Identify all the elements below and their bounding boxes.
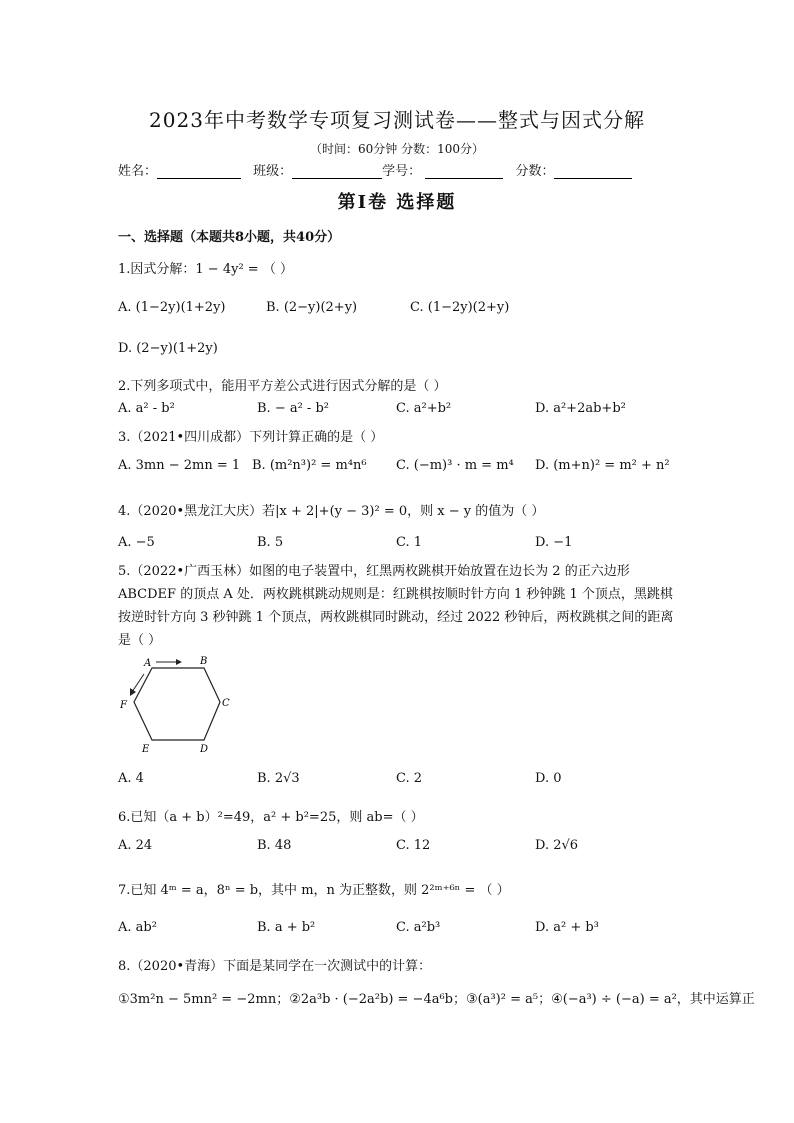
question-4-stem: 4.（2020•黑龙江大庆）若|x + 2|+(y − 3)² = 0，则 x − y 的值为（ ） (118, 504, 545, 519)
q6-option-d: D. 2√6 (535, 838, 579, 853)
q2-option-c: C. a²+b² (396, 401, 452, 416)
q7-option-b: B. a + b² (257, 920, 316, 935)
question-7-stem: 7.已知 4ᵐ = a，8ⁿ = b，其中 m，n 为正整数，则 2²ᵐ⁺⁶ⁿ = （ ） (118, 883, 510, 898)
section-heading: 第Ⅰ卷 选择题 (337, 192, 457, 213)
page-title: 2023年中考数学专项复习测试卷——整式与因式分解 (149, 108, 645, 132)
name-label: 姓名： (118, 164, 158, 179)
q5-option-a: A. 4 (118, 771, 144, 786)
q4-option-c: C. 1 (396, 535, 423, 550)
q7-option-a: A. ab² (118, 920, 157, 935)
q5-option-c: C. 2 (396, 771, 423, 786)
counterclockwise-arrow-shaft (132, 674, 144, 692)
student-info-row (118, 160, 678, 179)
q6-option-b: B. 48 (257, 838, 292, 853)
name-blank (157, 164, 241, 179)
q4-option-b: B. 5 (257, 535, 284, 550)
part-heading: 一、选择题（本题共8小题，共40分） (118, 230, 341, 245)
q3-option-d: D. (m+n)² = m² + n² (535, 458, 670, 473)
q4-option-a: A. −5 (118, 535, 155, 550)
q3-option-b: B. (m²n³)² = m⁴n⁶ (252, 458, 367, 473)
id-label: 学号： (382, 164, 422, 179)
q3-option-c: C. (−m)³ · m = m⁴ (396, 458, 514, 473)
vertex-label-e: E (142, 744, 150, 755)
q1-option-b: B. (2−y)(2+y) (266, 300, 358, 315)
clockwise-arrow-head (176, 659, 182, 665)
q3-option-a: A. 3mn − 2mn = 1 (118, 458, 241, 473)
question-5-stem: 5.（2022•广西玉林）如图的电子装置中，红黑两枚跳棋开始放置在边长为 2 的正六边形 ABCDEF 的顶点 A 处．两枚跳棋跳动规则是：红跳棋按顺时针方向 1 秒钟跳 1 个顶点，黑跳棋按逆时针方向 3 秒钟跳 1 个顶点，两枚跳棋同时跳动，经过 2022 秒钟后，两枚跳棋之间的距离是（ ） (118, 564, 674, 648)
q2-option-d: D. a²+2ab+b² (535, 401, 626, 416)
q7-option-d: D. a² + b³ (535, 920, 599, 935)
q6-option-c: C. 12 (396, 838, 431, 853)
vertex-label-a: A (144, 658, 152, 669)
question-6-stem: 6.已知（a + b）²=49，a² + b²=25，则 ab=（ ） (118, 810, 424, 825)
hexagon-figure (116, 656, 236, 756)
q7-option-c: C. a²b³ (396, 920, 441, 935)
q1-option-a: A. (1−2y)(1+2y) (118, 300, 226, 315)
vertex-label-b: B (200, 656, 208, 667)
page-subtitle: （时间：60分钟 分数：100分） (310, 142, 484, 156)
q2-option-b: B. − a² - b² (257, 401, 329, 416)
class-label: 班级： (253, 164, 293, 179)
question-8-statements: ①3m²n − 5mn² = −2mn；②2a³b · (−2a²b) = −4a⁶b；③(a³)² = a⁵；④(−a³) ÷ (−a) = a²，其中运算正 (118, 992, 755, 1007)
q1-option-d: D. (2−y)(1+2y) (118, 341, 218, 356)
vertex-label-d: D (200, 744, 209, 755)
question-2-stem: 2.下列多项式中，能用平方差公式进行因式分解的是（ ） (118, 379, 447, 394)
q5-option-d: D. 0 (535, 771, 562, 786)
question-1-stem: 1.因式分解：1 − 4y² = （ ） (118, 262, 293, 277)
q6-option-a: A. 24 (118, 838, 153, 853)
counterclockwise-arrow-head (130, 688, 136, 696)
q5-option-b: B. 2√3 (257, 771, 300, 786)
q2-option-a: A. a² - b² (118, 401, 175, 416)
score-blank (554, 164, 632, 179)
class-blank (292, 164, 382, 179)
score-label: 分数： (515, 164, 555, 179)
vertex-label-c: C (222, 698, 230, 709)
id-blank (425, 164, 503, 179)
q4-option-d: D. −1 (535, 535, 573, 550)
vertex-label-f: F (120, 700, 127, 711)
q1-option-c: C. (1−2y)(2+y) (410, 300, 510, 315)
hexagon-shape (134, 668, 220, 740)
question-3-stem: 3.（2021•四川成都）下列计算正确的是（ ） (118, 430, 384, 445)
question-8-stem: 8.（2020•青海）下面是某同学在一次测试中的计算： (118, 959, 432, 974)
